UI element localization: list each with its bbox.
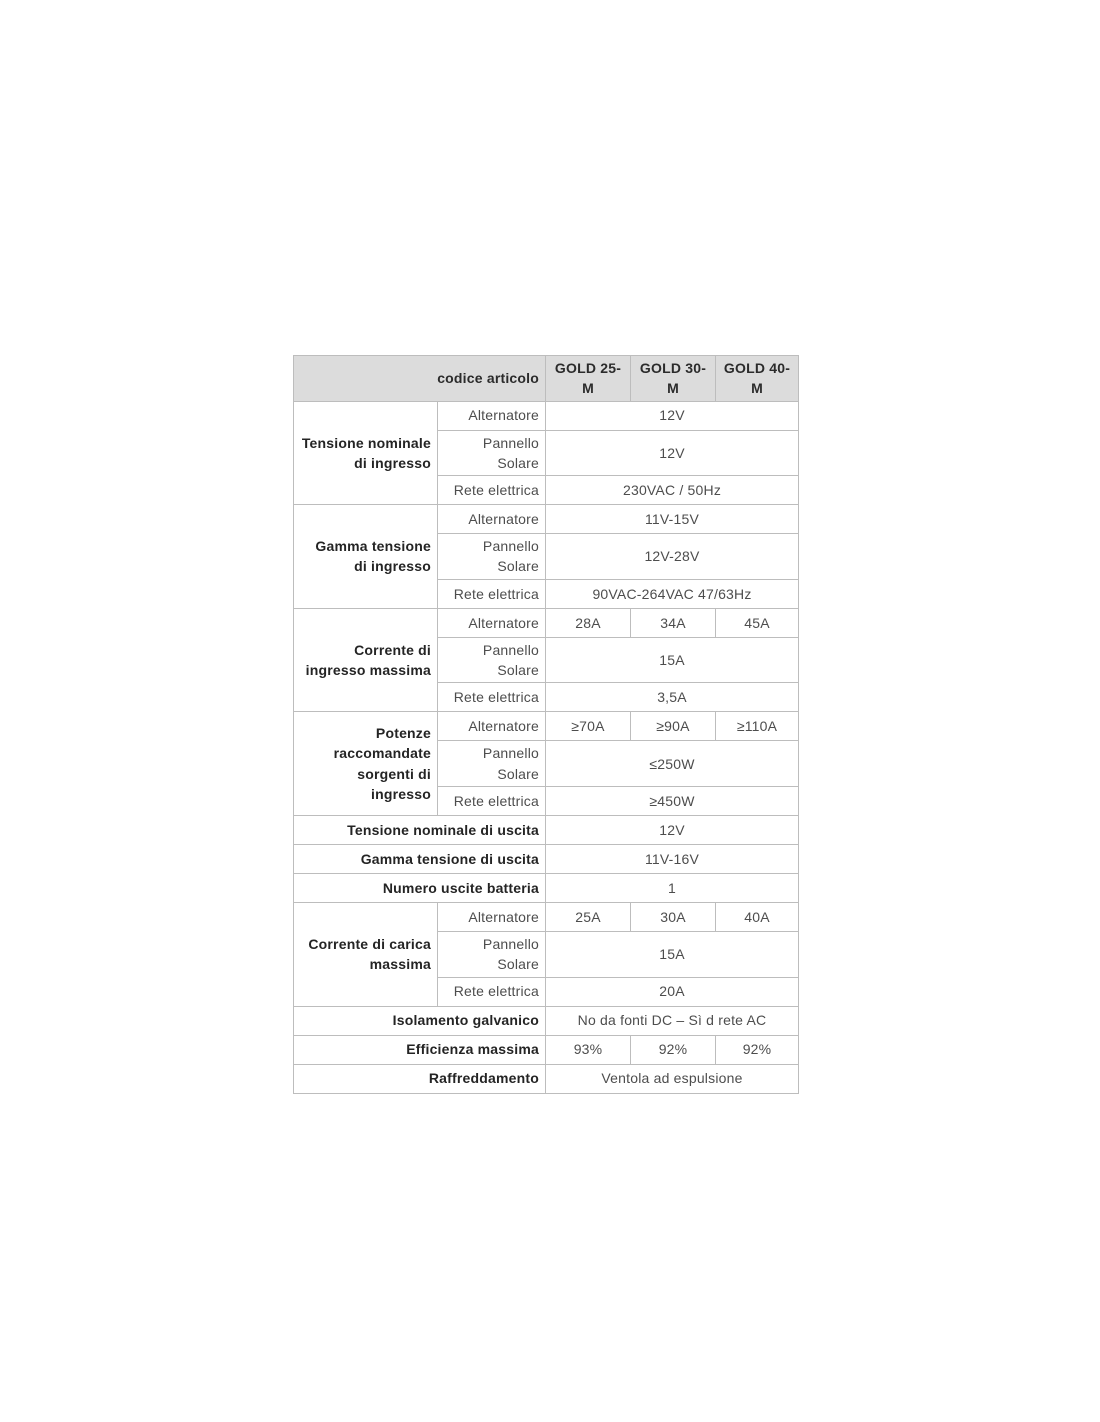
value-cell: 20A: [546, 977, 799, 1006]
table-row: [294, 1064, 799, 1093]
row-label-gamma-tensione-uscita: Gamma tensione di uscita: [294, 844, 546, 873]
row-label-efficienza-massima: Efficienza massima: [294, 1035, 546, 1064]
table-row: [294, 401, 799, 430]
sub-label: Alternatore: [438, 505, 546, 534]
sub-label: Alternatore: [438, 712, 546, 741]
group-label-tensione-nominale-ingresso: Tensione nominale di ingresso: [294, 401, 438, 505]
sub-label: Rete elettrica: [438, 977, 546, 1006]
value-cell: Ventola ad espulsione: [546, 1064, 799, 1093]
table-row: [294, 1035, 799, 1064]
sub-label: Rete elettrica: [438, 476, 546, 505]
table-row: [294, 902, 799, 931]
header-model-gold-25m: GOLD 25-M: [546, 356, 631, 402]
table-row: [294, 815, 799, 844]
value-cell: 11V-16V: [546, 844, 799, 873]
value-cell: 28A: [546, 608, 631, 637]
value-cell: No da fonti DC – Sì d rete AC: [546, 1006, 799, 1035]
value-cell: 230VAC / 50Hz: [546, 476, 799, 505]
value-cell: 3,5A: [546, 683, 799, 712]
value-cell: 45A: [716, 608, 799, 637]
spec-table: [293, 355, 799, 1094]
sub-label: Pannello Solare: [438, 931, 546, 977]
table-row: [294, 844, 799, 873]
sub-label: Rete elettrica: [438, 786, 546, 815]
value-cell: ≤250W: [546, 741, 799, 787]
value-cell: 11V-15V: [546, 505, 799, 534]
sub-label: Pannello Solare: [438, 741, 546, 787]
value-cell: 25A: [546, 902, 631, 931]
sub-label: Pannello Solare: [438, 637, 546, 683]
value-cell: 92%: [631, 1035, 716, 1064]
sub-label: Rete elettrica: [438, 579, 546, 608]
value-cell: ≥450W: [546, 786, 799, 815]
table-row: [294, 608, 799, 637]
header-row: [294, 356, 799, 402]
sub-label: Alternatore: [438, 608, 546, 637]
row-label-raffreddamento: Raffreddamento: [294, 1064, 546, 1093]
group-label-corrente-carica-massima: Corrente di carica massima: [294, 902, 438, 1006]
value-cell: 93%: [546, 1035, 631, 1064]
value-cell: ≥70A: [546, 712, 631, 741]
value-cell: 15A: [546, 637, 799, 683]
value-cell: 92%: [716, 1035, 799, 1064]
value-cell: 12V: [546, 401, 799, 430]
value-cell: 30A: [631, 902, 716, 931]
sub-label: Pannello Solare: [438, 430, 546, 476]
value-cell: 90VAC-264VAC 47/63Hz: [546, 579, 799, 608]
value-cell: 34A: [631, 608, 716, 637]
sub-label: Pannello Solare: [438, 534, 546, 580]
group-label-gamma-tensione-ingresso: Gamma tensione di ingresso: [294, 505, 438, 609]
value-cell: 12V: [546, 815, 799, 844]
value-cell: ≥110A: [716, 712, 799, 741]
header-model-gold-40m: GOLD 40-M: [716, 356, 799, 402]
row-label-tensione-nominale-uscita: Tensione nominale di uscita: [294, 815, 546, 844]
value-cell: ≥90A: [631, 712, 716, 741]
value-cell: 40A: [716, 902, 799, 931]
table-row: [294, 873, 799, 902]
sub-label: Alternatore: [438, 401, 546, 430]
spec-table-container: [293, 355, 799, 1094]
value-cell: 12V-28V: [546, 534, 799, 580]
table-row: [294, 505, 799, 534]
group-label-corrente-ingresso-massima: Corrente di ingresso massima: [294, 608, 438, 712]
header-row-label: codice articolo: [294, 356, 546, 402]
value-cell: 15A: [546, 931, 799, 977]
table-row: [294, 1006, 799, 1035]
row-label-isolamento-galvanico: Isolamento galvanico: [294, 1006, 546, 1035]
table-row: [294, 712, 799, 741]
value-cell: 1: [546, 873, 799, 902]
header-model-gold-30m: GOLD 30-M: [631, 356, 716, 402]
sub-label: Alternatore: [438, 902, 546, 931]
group-label-potenze-raccomandate: Potenze raccomandate sorgenti di ingresso: [294, 712, 438, 816]
row-label-numero-uscite-batteria: Numero uscite batteria: [294, 873, 546, 902]
value-cell: 12V: [546, 430, 799, 476]
sub-label: Rete elettrica: [438, 683, 546, 712]
